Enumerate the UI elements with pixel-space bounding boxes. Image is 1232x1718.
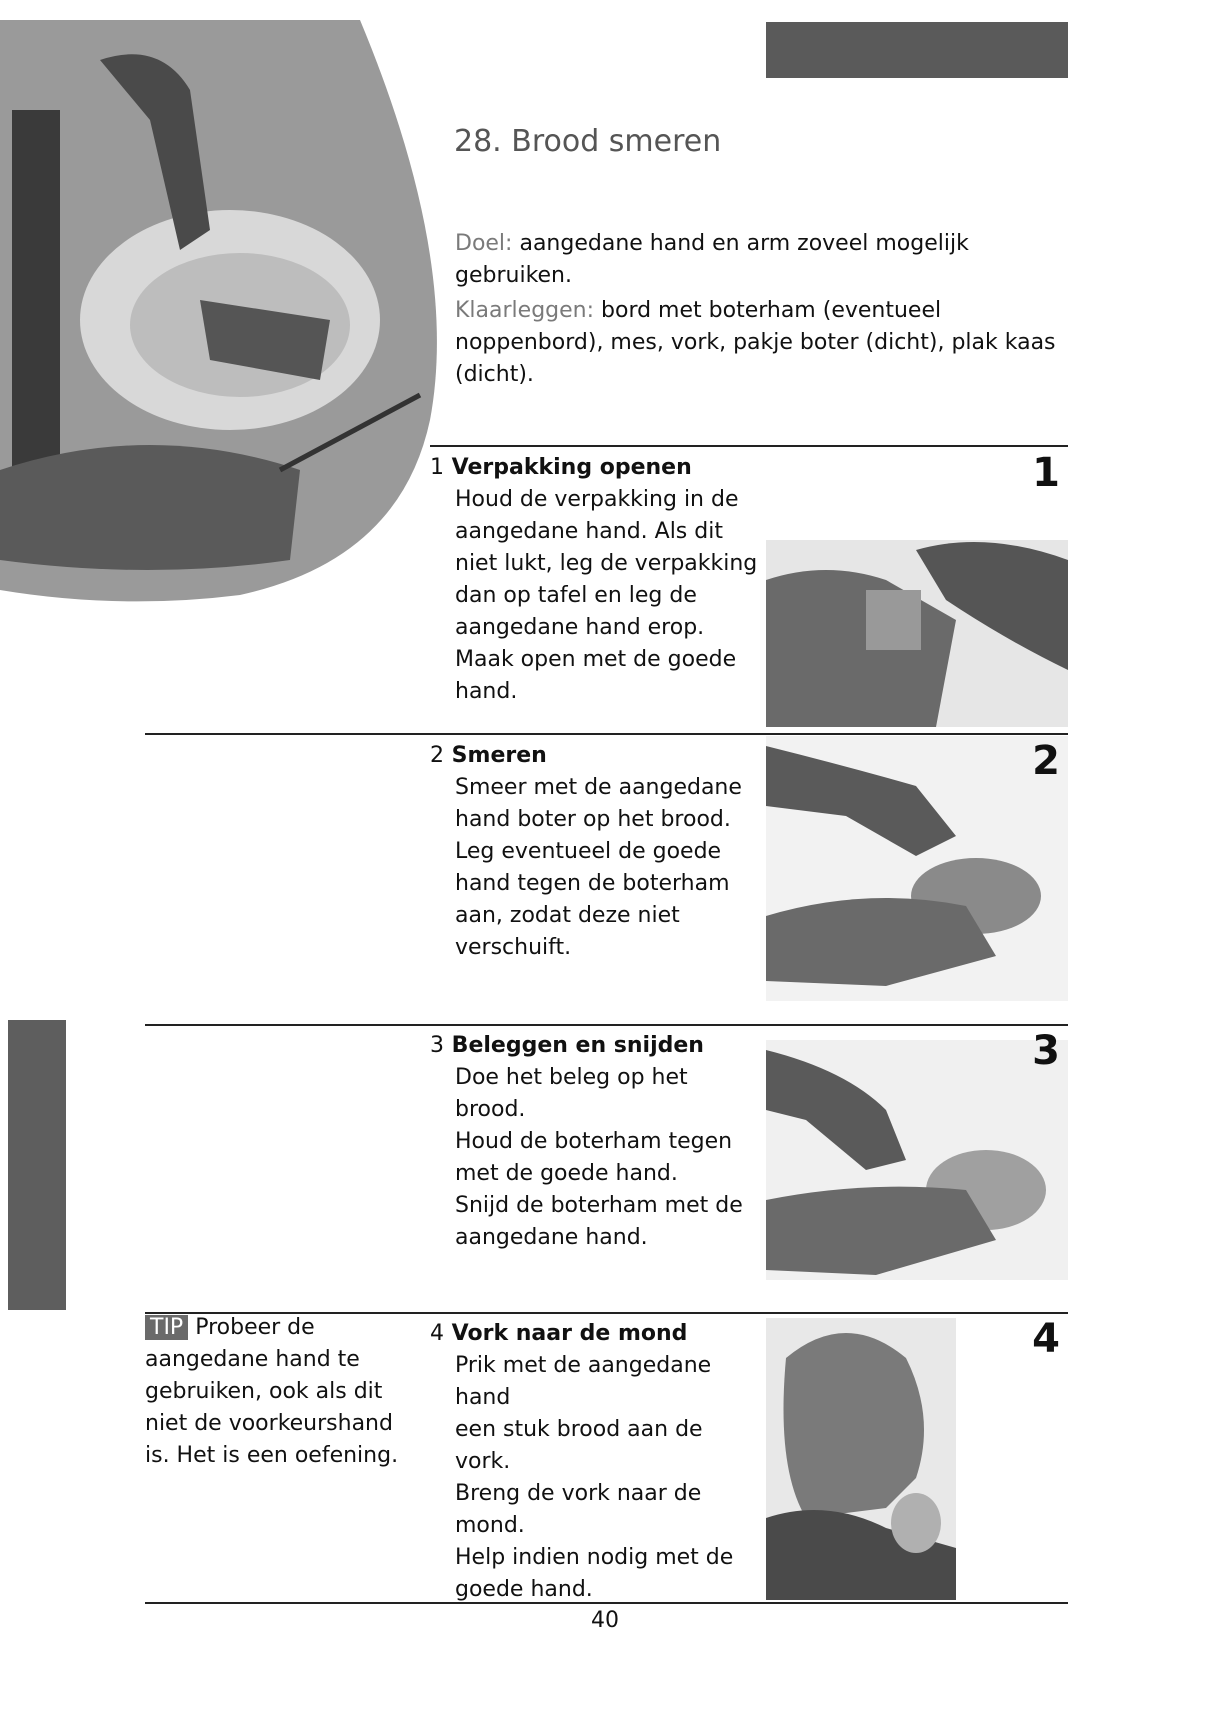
step-line: een stuk brood aan de vork. [455,1417,703,1474]
step-line: verschuift. [455,935,572,960]
step-big-number: 2 [1032,738,1060,784]
step-big-number: 3 [1032,1028,1060,1074]
step-line: Maak open met de goede [455,647,737,672]
step-number: 2 [430,743,444,768]
step-line: Prik met de aangedane hand [455,1353,712,1410]
prepare-label: Klaarleggen: [455,298,595,323]
step-line: Snijd de boterham met de [455,1193,743,1218]
step-4-photo [766,1318,956,1600]
step-big-number: 1 [1032,450,1060,496]
step-big-number: 4 [1032,1316,1060,1362]
divider [430,445,1068,447]
page-title: 28. Brood smeren [454,124,722,159]
goal-label: Doel: [455,231,513,256]
step-line: met de goede hand. [455,1161,678,1186]
divider [145,1024,1068,1026]
step-title: Beleggen en snijden [451,1033,704,1058]
step-number: 4 [430,1321,444,1346]
step-4 [430,1318,760,1606]
step-title: Smeren [451,743,547,768]
step-1-photo [766,540,1068,727]
step-2 [430,740,760,964]
step-3 [430,1030,760,1254]
step-line: hand tegen de boterham [455,871,730,896]
step-1 [430,452,760,708]
tip-badge: TIP [145,1315,188,1340]
goal-value: aangedane hand en arm zoveel mogelijk gebruiken. [455,231,969,288]
tip-line: niet de voorkeurshand [145,1411,393,1436]
divider [145,733,1068,735]
step-number: 3 [430,1033,444,1058]
step-line: aangedane hand. Als dit [455,519,723,544]
step-line: Doe het beleg op het brood. [455,1065,688,1122]
tip-line: gebruiken, ook als dit [145,1379,383,1404]
step-line: aangedane hand erop. [455,615,705,640]
step-line: Houd de verpakking in de [455,487,739,512]
tip-line: is. Het is een oefening. [145,1443,399,1468]
step-line: dan op tafel en leg de [455,583,697,608]
goal-text [455,228,1075,292]
prepare-text [455,295,1075,391]
step-line: Leg eventueel de goede [455,839,722,864]
step-number: 1 [430,455,444,480]
step-line: Breng de vork naar de [455,1481,702,1506]
side-tab [8,1020,66,1310]
step-line: goede hand. [455,1577,593,1602]
hero-photo [0,0,460,610]
tip-line: Probeer de [195,1315,315,1340]
step-line: hand. [455,679,518,704]
step-line: hand boter op het brood. [455,807,731,832]
step-line: aangedane hand. [455,1225,648,1250]
step-line: niet lukt, leg de verpakking [455,551,758,576]
step-title: Verpakking openen [451,455,692,480]
tip-box [145,1312,415,1472]
tip-line: aangedane hand te [145,1347,360,1372]
step-title: Vork naar de mond [451,1321,688,1346]
page-number: 40 [591,1608,619,1633]
step-line: Houd de boterham tegen [455,1129,733,1154]
step-line: mond. [455,1513,525,1538]
prepare-value: bord met boterham (eventueel noppenbord), mes, vork, pakje boter (dicht), plak kaas (dicht). [455,298,1056,387]
step-3-photo [766,1040,1068,1280]
header-bar [766,22,1068,78]
step-line: aan, zodat deze niet [455,903,680,928]
step-line: Help indien nodig met de [455,1545,734,1570]
step-line: Smeer met de aangedane [455,775,742,800]
